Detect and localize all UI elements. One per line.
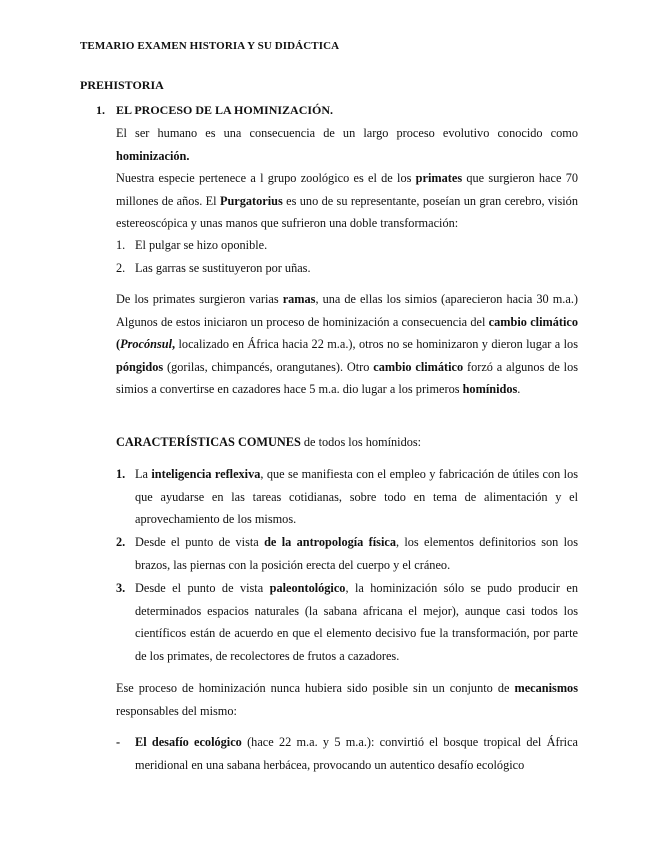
item-text: Desde el punto de vista [135,581,270,595]
hominidos-bold: homínidos [462,382,518,396]
p2-bold-purgatorius: Purgatorius [219,193,283,208]
caracteristica-item [116,577,578,667]
p2-text-a: Nuestra especie pertenece a l grupo zoológico es el de los [116,171,416,185]
item-text: , que se manifiesta con el empleo y fabricación de útiles con los que ayudarse en las tareas cotidianas, sobre todo en tema de alimentación y el aprovechamiento de los mismos. [135,467,579,526]
ramas-paragraph [116,288,578,401]
ramas-text: forzó a algunos de los simios a convertirse en cazadores hace 5 m.a. dio lugar a los primeros [116,359,578,396]
mecanismos-bold: mecanismos [514,681,578,695]
document-title: TEMARIO EXAMEN HISTORIA Y SU DIDÁCTICA [80,40,340,52]
item-bold: paleontológico [269,581,346,595]
list-text: Las garras se sustituyeron por uñas. [135,261,311,275]
item-number: 1. [116,467,126,481]
caracteristicas-heading [116,431,578,454]
item-text: , la hominización sólo se pudo producir en determinados espacios naturales (la sabana africana el mejor), aunque casi todos los científicos están de acuerdo en que el elemento decisivo fue la transformación, por parte de los primates, de recolectores de frutos a cazadores. [135,581,578,663]
item-text: , los elementos definitorios son los brazos, las piernas con la posición erecta del cuerpo y el cráneo. [135,535,578,572]
item-bold: inteligencia reflexiva [151,467,261,481]
ramas-period: . [517,382,521,396]
caracteristica-item [116,531,578,576]
list-number: 2. [116,261,126,275]
p2-bold-primates: primates [415,171,463,185]
proconsul-italic: Procónsul [120,337,173,351]
mecanismos-text: responsables del mismo: [116,703,237,718]
list-item [116,257,578,280]
item-number: 3. [116,581,126,595]
pongidos-bold: póngidos [116,359,164,374]
caracteristica-item [116,463,578,531]
ramas-bold: ramas [282,292,316,306]
caracteristicas-subtitle: de todos los homínidos: [300,435,422,449]
topic-heading [96,103,333,118]
item-number: 2. [116,535,126,549]
topic-number: 1. [96,103,105,117]
ramas-text: localizado en África hacia 22 m.a.), otros no se hominizaron y dieron lugar a los [175,337,578,351]
caracteristicas-title: CARACTERÍSTICAS COMUNES [116,435,301,449]
section-title: PREHISTORIA [80,78,164,92]
list-item [116,234,578,257]
item-text: La [135,467,152,481]
intro-text: El ser humano es una consecuencia de un largo proceso evolutivo conocido como [116,126,578,140]
ramas-text: De los primates surgieron varias [116,292,283,306]
list-number: 1. [116,238,126,252]
intro-paragraph [116,122,578,235]
p2-text-c: que surgieron hace 70 millones de años. El [116,171,578,208]
item-bold: de la antropología física [264,535,396,549]
cambio-climatico-bold: cambio climático [373,359,464,374]
desafio-item [116,731,578,776]
desafio-bold: El desafío ecológico [135,735,242,749]
dash-bullet: - [116,735,121,749]
ramas-comma: , [172,337,176,351]
mecanismos-text: Ese proceso de hominización nunca hubiera sido posible sin un conjunto de [116,681,515,695]
list-text: El pulgar se hizo oponible. [135,238,268,252]
p2-text-e: es uno de su representante, poseían un gran cerebro, visión estereoscópica y unas manos que sufrieron una doble transformación: [116,193,578,230]
intro-bold-term: hominización. [116,148,190,163]
item-text: Desde el punto de vista [135,535,265,549]
topic-title: EL PROCESO DE LA HOMINIZACIÓN. [116,103,334,117]
desafio-text: (hace 22 m.a. y 5 m.a.): convirtió el bosque tropical del África meridional en una sabana herbácea, provocando un autentico desafío ecológico [135,735,579,772]
ramas-text: (gorilas, chimpancés, orangutanes). Otro [163,359,374,374]
mecanismos-paragraph [116,677,578,722]
ramas-text: , una de ellas los simios (aparecieron hacia 30 m.a.) Algunos de estos iniciaron un proceso de hominización a consecuencia del [116,292,578,329]
cambio-climatico-bold: cambio climático ( [116,314,578,351]
